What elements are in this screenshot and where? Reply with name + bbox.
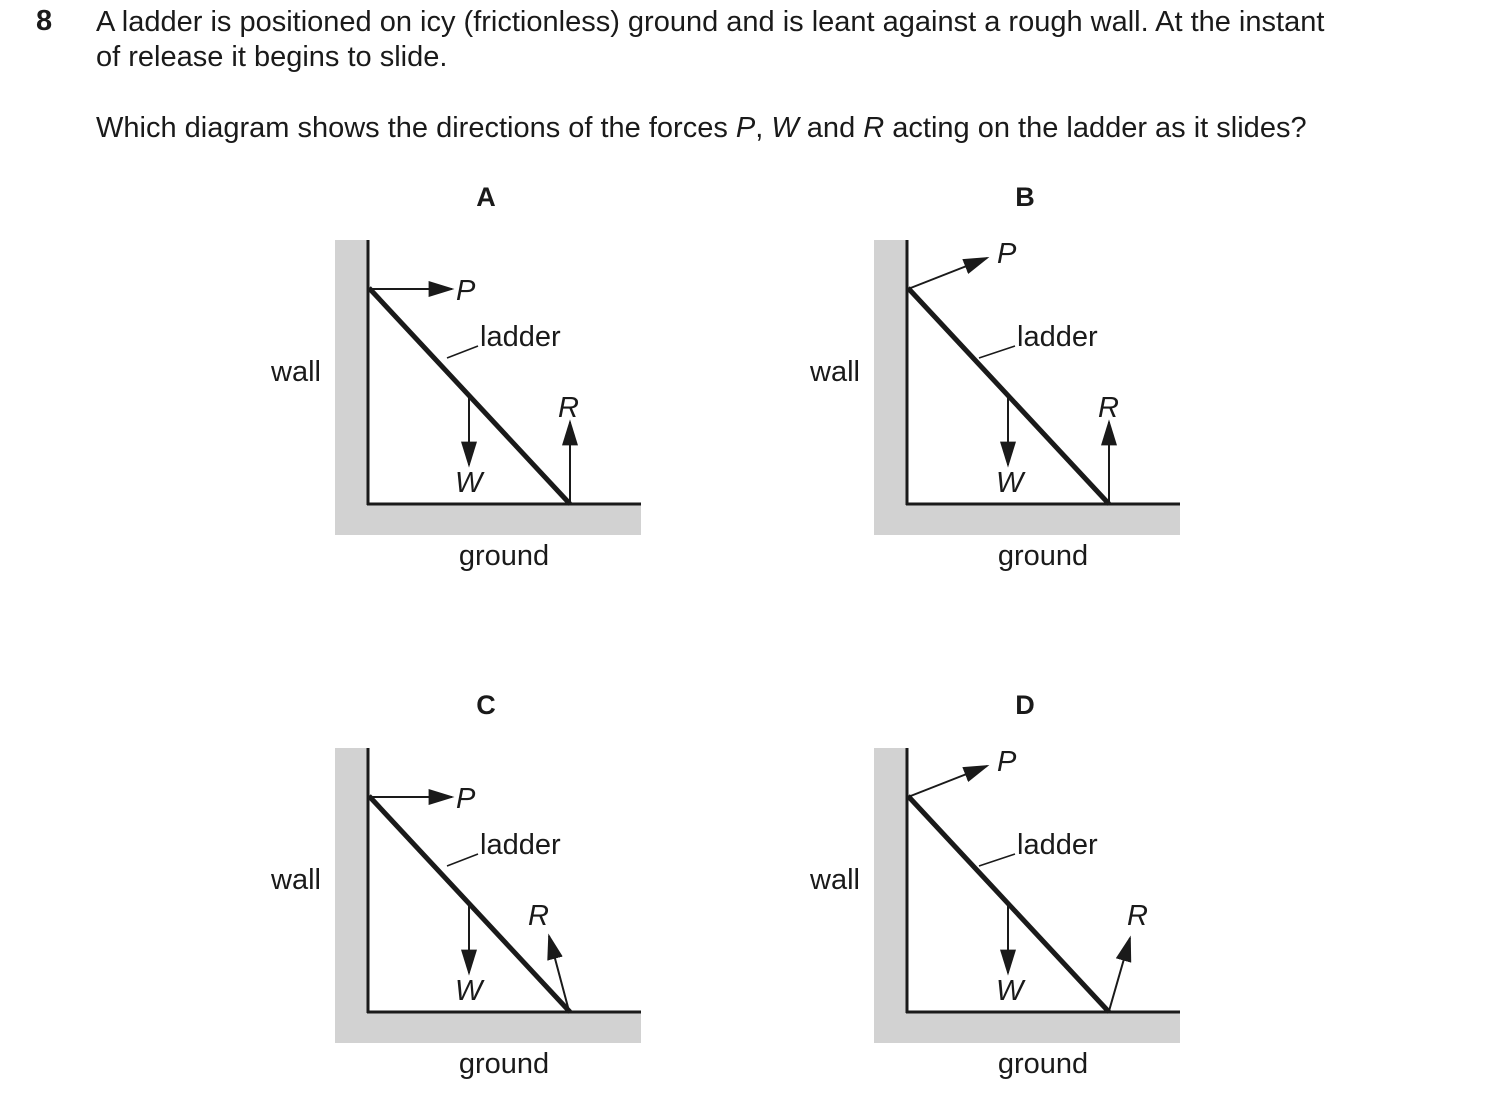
force-p-label: P: [456, 275, 476, 307]
option-d-letter: D: [1015, 690, 1035, 720]
force-p-label: P: [997, 746, 1017, 778]
question-line-2: of release it begins to slide.: [96, 41, 448, 73]
question-number: 8: [36, 5, 53, 37]
prompt-end: acting on the ladder as it slides?: [884, 112, 1307, 144]
force-r-label: R: [528, 900, 549, 932]
option-b-diagram: [809, 182, 1180, 572]
force-w-label: W: [996, 975, 1024, 1007]
force-r-label: R: [558, 392, 579, 424]
force-p-arrow: [908, 258, 987, 289]
force-w-label: W: [455, 975, 483, 1007]
force-p-label: P: [997, 238, 1017, 270]
option-d-diagram: [809, 690, 1180, 1080]
force-p-arrow: [908, 766, 987, 797]
option-a-diagram: [270, 182, 641, 572]
force-w-label: W: [996, 467, 1024, 499]
option-a-letter: A: [476, 182, 496, 212]
force-p-label: P: [456, 783, 476, 815]
prompt-force-p: P: [735, 112, 756, 144]
question-line-1: A ladder is positioned on icy (frictionless) ground and is leant against a rough wall. At the instant: [96, 6, 1325, 38]
ladder-label: ladder: [1017, 829, 1098, 861]
ladder-leader-line: [447, 346, 478, 358]
wall-ground-block: [335, 240, 641, 535]
prompt-start: Which diagram shows the directions of the forces: [96, 112, 736, 144]
force-w-label: W: [455, 467, 483, 499]
ground-label: ground: [458, 540, 550, 572]
ground-label: ground: [458, 1048, 550, 1080]
prompt-force-w: W: [771, 112, 799, 144]
wall-label: wall: [810, 356, 860, 388]
option-b-letter: B: [1015, 182, 1035, 212]
wall-label: wall: [271, 864, 321, 896]
wall-label: wall: [271, 356, 321, 388]
ladder-leader-line: [447, 854, 478, 866]
force-r-label: R: [1127, 900, 1148, 932]
option-c-diagram: [270, 690, 641, 1080]
prompt-and: and: [798, 112, 864, 144]
force-r-arrow: [1109, 938, 1130, 1011]
ground-label: ground: [997, 1048, 1089, 1080]
ladder-label: ladder: [480, 321, 561, 353]
wall-ground-block: [335, 748, 641, 1043]
prompt-force-r: R: [863, 112, 885, 144]
prompt-comma: ,: [755, 112, 772, 144]
ground-label: ground: [997, 540, 1089, 572]
force-r-label: R: [1098, 392, 1119, 424]
ladder-leader-line: [979, 854, 1015, 866]
wall-label: wall: [810, 864, 860, 896]
ladder-leader-line: [979, 346, 1015, 358]
ladder-label: ladder: [480, 829, 561, 861]
ladder-label: ladder: [1017, 321, 1098, 353]
option-c-letter: C: [476, 690, 496, 720]
